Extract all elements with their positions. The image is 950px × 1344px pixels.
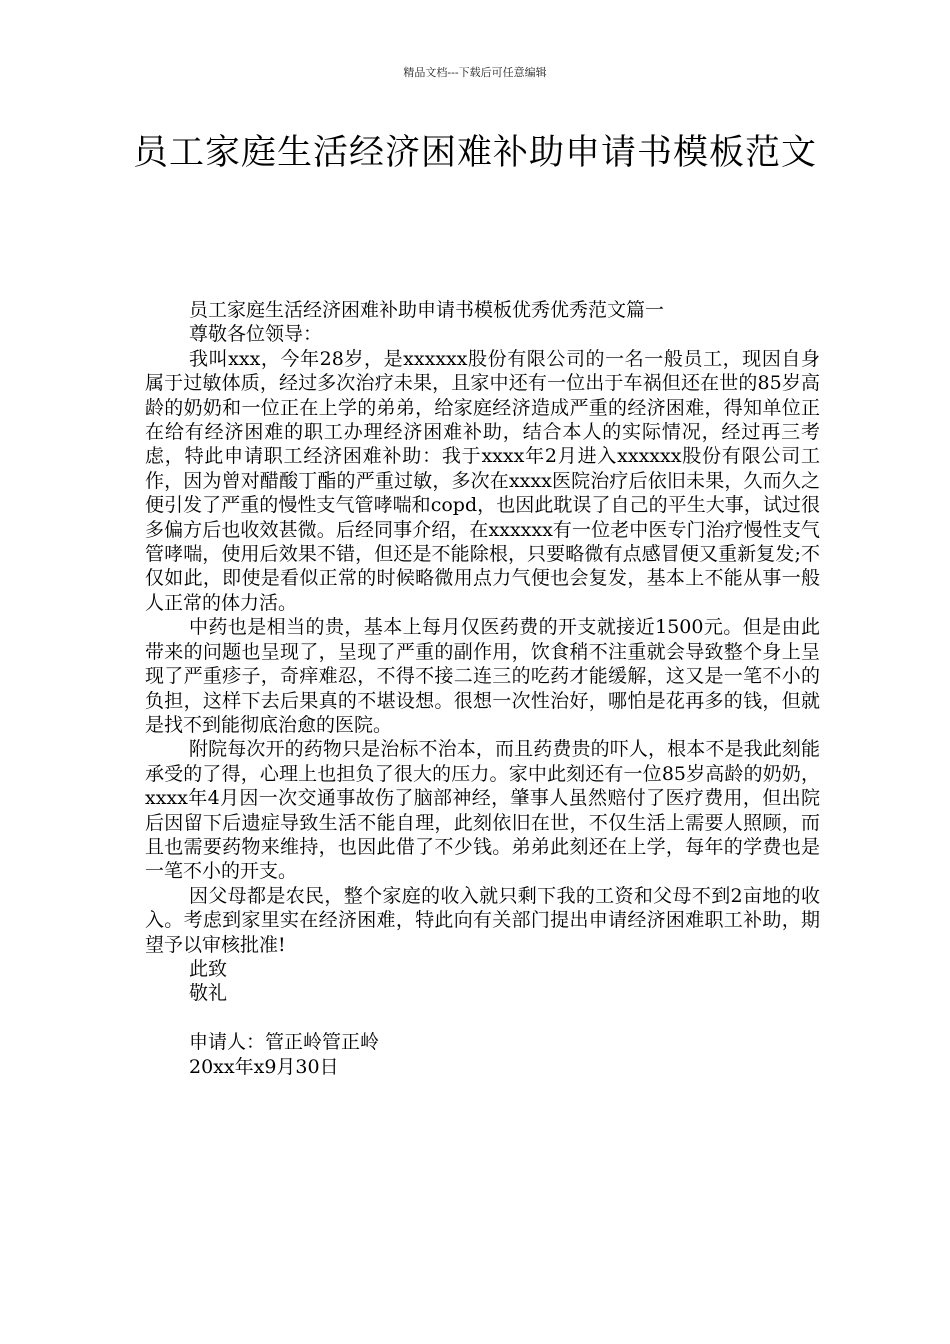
applicant-signature: 申请人：管正岭管正岭 — [189, 1031, 380, 1054]
paragraph-1: 我叫xxx，今年28岁，是xxxxxx股份有限公司的一名一般员工，现因自身属于过敏体质，经过多次治疗未果，且家中还有一位出于车祸但还在世的85岁高龄的奶奶和一位正在上学的弟弟，给家庭经济造成严重的经济困难，得知单位正在给有经济困难的职工办理经济困难补助，结合本人的实际情况，经过再三考虑，特此申请职工经济困难补助：我于xxxx年2月进入xxxxxx股份有限公司工作，因为曾对醋酸丁酯的严重过敏，多次在xxxx医院治疗后依旧未果，久而久之便引发了严重的慢性支气管哮喘和copd，也因此耽误了自己的平生大事，试过很多偏方后也收效甚微。后经同事介绍，在xxxxxx有一位老中医专门治疗慢性支气管哮喘，使用后效果不错，但还是不能除根，只要略微有点感冒便又重新复发;不仅如此，即使是看似正常的时候略微用点力气便也会复发，基本上不能从事一般人正常的体力活。 — [145, 347, 820, 614]
paragraph-4: 因父母都是农民，整个家庭的收入就只剩下我的工资和父母不到2亩地的收入。考虑到家里实在经济困难，特此向有关部门提出申请经济困难职工补助，期望予以审核批准! — [145, 884, 820, 956]
document-subtitle: 员工家庭生活经济困难补助申请书模板优秀优秀范文篇一 — [189, 299, 665, 321]
header-note: 精品文档---下载后可任意编辑 — [403, 66, 547, 79]
closing-line-1: 此致 — [189, 957, 228, 980]
blank-line — [145, 1006, 820, 1030]
application-date: 20xx年x9月30日 — [189, 1055, 339, 1078]
closing-line-2: 敬礼 — [189, 982, 228, 1005]
salutation: 尊敬各位领导： — [189, 323, 323, 346]
paragraph-3: 附院每次开的药物只是治标不治本，而且药费贵的吓人，根本不是我此刻能承受的了得，心理上也担负了很大的压力。家中此刻还有一位85岁高龄的奶奶，xxxx年4月因一次交通事故伤了脑部神经，肇事人虽然赔付了医疗费用，但出院后因留下后遗症导致生活不能自理，此刻依旧在世，不仅生活上需要人照顾，而且也需要药物来维持，也因此借了不少钱。弟弟此刻还在上学，每年的学费也是一笔不小的开支。 — [145, 738, 820, 883]
paragraph-2: 中药也是相当的贵，基本上每月仅医药费的开支就接近1500元。但是由此带来的问题也呈现了，呈现了严重的副作用，饮食稍不注重就会导致整个身上呈现了严重疹子，奇痒难忍，不得不接二连三的吃药才能缓解，这又是一笔不小的负担，这样下去后果真的不堪设想。很想一次性治好，哪怕是花再多的钱，但就是找不到能彻底治愈的医院。 — [145, 616, 820, 736]
document-title: 员工家庭生活经济困难补助申请书模板范文 — [132, 133, 817, 173]
document-body — [145, 298, 820, 1079]
